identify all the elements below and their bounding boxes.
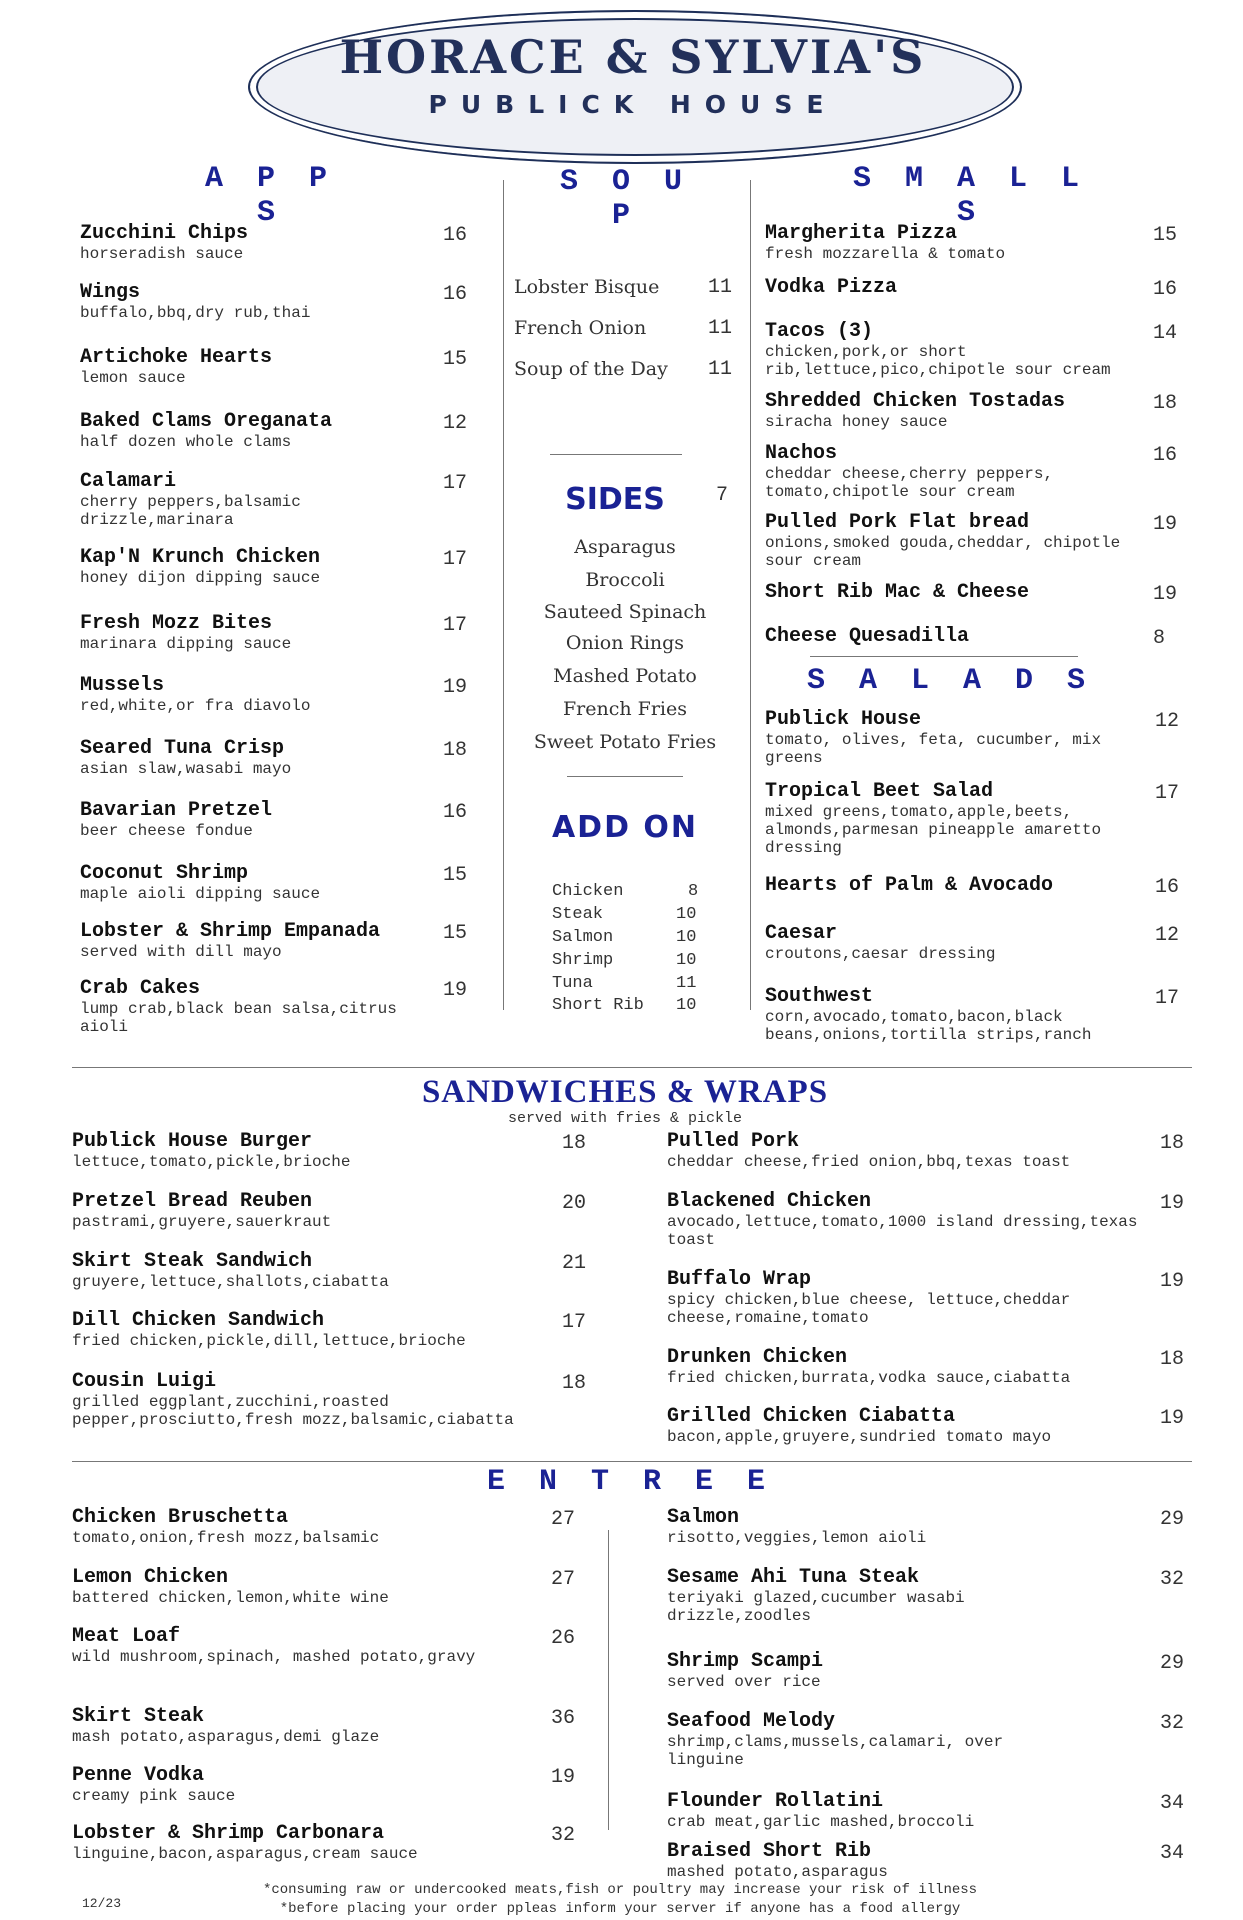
item-price: 17 — [1155, 782, 1180, 805]
item-price: 21 — [562, 1252, 587, 1275]
item-price: 15 — [443, 864, 468, 887]
item-description: avocado,lettuce,tomato,1000 island dressing,texas toast — [667, 1213, 1138, 1249]
entree-item — [667, 1790, 1047, 1831]
item-price: 17 — [443, 548, 468, 571]
item-price: 17 — [562, 1311, 587, 1334]
item-price: 19 — [443, 979, 468, 1002]
footer-note-raw: *consuming raw or undercooked meats,fish or poultry may increase your risk of illness — [262, 1882, 978, 1898]
item-description: spicy chicken,blue cheese, lettuce,cheddar cheese,romaine,tomato — [667, 1291, 1071, 1327]
item-description: fried chicken,burrata,vodka sauce,ciabatta — [667, 1369, 1071, 1387]
item-description: cherry peppers,balsamic drizzle,marinara — [80, 493, 301, 529]
item-name: Braised Short Rib — [667, 1840, 872, 1863]
apps-title: A P P S — [204, 162, 335, 230]
item-description: crab meat,garlic mashed,broccoli — [667, 1813, 975, 1831]
item-price: 19 — [1153, 583, 1178, 606]
item-name: Nachos — [765, 442, 838, 465]
item-name: Sesame Ahi Tuna Steak — [667, 1566, 920, 1589]
sandwich-item — [72, 1130, 542, 1171]
salad-item — [765, 874, 1053, 897]
app-item — [80, 546, 420, 587]
entree-item — [667, 1840, 1047, 1881]
divider — [503, 180, 504, 1010]
salad-item — [765, 922, 1135, 963]
sandwiches-subtitle: served with fries & pickle — [507, 1110, 743, 1127]
item-description: cheddar cheese,fried onion,bbq,texas toast — [667, 1153, 1071, 1171]
item-description: siracha honey sauce — [765, 413, 948, 431]
sides-price: 7 — [716, 484, 729, 507]
item-price: 18 — [1160, 1348, 1185, 1371]
item-description: lump crab,black bean salsa,citrus aioli — [80, 1000, 397, 1036]
item-name: Vodka Pizza — [765, 276, 898, 299]
item-description: served over rice — [667, 1673, 821, 1691]
addon-item: Tuna — [552, 974, 593, 993]
sandwich-item — [72, 1190, 542, 1231]
item-name: Artichoke Hearts — [80, 346, 273, 369]
item-price: 19 — [443, 676, 468, 699]
entree-item — [667, 1650, 1047, 1691]
item-description: mash potato,asparagus,demi glaze — [72, 1728, 380, 1746]
addon-price: 10 — [676, 928, 697, 947]
soup-price: 11 — [708, 317, 733, 340]
item-price: 17 — [443, 472, 468, 495]
item-description: red,white,or fra diavolo — [80, 697, 311, 715]
item-name: Mussels — [80, 674, 165, 697]
entree-item — [72, 1506, 532, 1547]
item-name: Hearts of Palm & Avocado — [765, 874, 1054, 897]
side-item: Asparagus — [574, 536, 676, 558]
item-price: 17 — [443, 614, 468, 637]
addon-item: Steak — [552, 905, 604, 924]
item-name: Zucchini Chips — [80, 222, 249, 245]
item-name: Buffalo Wrap — [667, 1268, 812, 1291]
item-name: Salmon — [667, 1506, 740, 1529]
sandwich-item — [667, 1190, 1147, 1249]
divider — [72, 1067, 1192, 1068]
divider — [72, 1461, 1192, 1462]
item-name: Cousin Luigi — [72, 1370, 217, 1393]
item-name: Tacos (3) — [765, 320, 874, 343]
sandwich-item — [667, 1405, 1147, 1446]
item-description: honey dijon dipping sauce — [80, 569, 321, 587]
item-description: lettuce,tomato,pickle,brioche — [72, 1153, 351, 1171]
item-name: Bavarian Pretzel — [80, 799, 273, 822]
app-item — [80, 222, 420, 263]
item-description: bacon,apple,gruyere,sundried tomato mayo — [667, 1428, 1052, 1446]
addon-item: Chicken — [552, 882, 624, 901]
sandwich-item — [72, 1370, 542, 1429]
item-description: lemon sauce — [80, 369, 186, 387]
item-price: 18 — [443, 739, 468, 762]
item-name: Margherita Pizza — [765, 222, 958, 245]
item-description: wild mushroom,spinach, mashed potato,gravy — [72, 1648, 476, 1666]
item-price: 34 — [1160, 1792, 1185, 1815]
app-item — [80, 920, 420, 961]
side-item: French Fries — [562, 698, 687, 720]
addon-item: Shrimp — [552, 951, 614, 970]
logo-subtitle: PUBLICK HOUSE — [428, 90, 838, 119]
side-item: Onion Rings — [565, 632, 685, 654]
item-name: Chicken Bruschetta — [72, 1506, 289, 1529]
soup-title: S O U P — [559, 165, 690, 233]
smalls-title: S M A L L S — [852, 162, 1088, 230]
entree-title: E N T R E E — [486, 1465, 774, 1499]
addon-item: Salmon — [552, 928, 614, 947]
item-name: Coconut Shrimp — [80, 862, 249, 885]
app-item — [80, 470, 420, 529]
salad-item — [765, 780, 1135, 857]
small-item — [765, 581, 1029, 604]
item-name: Baked Clams Oreganata — [80, 410, 333, 433]
item-price: 18 — [1160, 1132, 1185, 1155]
item-price: 27 — [551, 1568, 576, 1591]
soup-item: Soup of the Day — [514, 358, 668, 380]
item-description: grilled eggplant,zucchini,roasted pepper,prosciutto,fresh mozz,balsamic,ciabatta — [72, 1393, 514, 1429]
sandwich-item — [72, 1250, 542, 1291]
entree-item — [667, 1506, 1047, 1547]
addon-price: 11 — [676, 974, 697, 993]
item-price: 16 — [1155, 876, 1180, 899]
small-item — [765, 276, 897, 299]
item-price: 27 — [551, 1508, 576, 1531]
item-name: Shredded Chicken Tostadas — [765, 390, 1066, 413]
item-description: chicken,pork,or short rib,lettuce,pico,chipotle sour cream — [765, 343, 1111, 379]
item-name: Pulled Pork Flat bread — [765, 511, 1030, 534]
item-description: risotto,veggies,lemon aioli — [667, 1529, 927, 1547]
item-price: 15 — [443, 348, 468, 371]
item-name: Shrimp Scampi — [667, 1650, 824, 1673]
item-description: marinara dipping sauce — [80, 635, 292, 653]
app-item — [80, 281, 420, 322]
side-item: Sauteed Spinach — [543, 601, 707, 623]
item-name: Calamari — [80, 470, 177, 493]
sides-title: SIDES — [565, 482, 665, 517]
small-item — [765, 511, 1125, 570]
item-name: Tropical Beet Salad — [765, 780, 994, 803]
item-description: fried chicken,pickle,dill,lettuce,brioche — [72, 1332, 466, 1350]
divider — [608, 1530, 609, 1830]
entree-item — [667, 1710, 1047, 1769]
item-description: cheddar cheese,cherry peppers, tomato,chipotle sour cream — [765, 465, 1054, 501]
item-price: 29 — [1160, 1652, 1185, 1675]
item-description: half dozen whole clams — [80, 433, 292, 451]
item-description: battered chicken,lemon,white wine — [72, 1589, 389, 1607]
logo-title: HORACE & SYLVIA'S — [339, 30, 927, 84]
addon-price: 8 — [688, 882, 699, 901]
item-name: Skirt Steak — [72, 1705, 205, 1728]
item-name: Lobster & Shrimp Carbonara — [72, 1822, 385, 1845]
item-name: Grilled Chicken Ciabatta — [667, 1405, 956, 1428]
item-name: Publick House Burger — [72, 1130, 313, 1153]
item-description: mixed greens,tomato,apple,beets, almonds,parmesan pineapple amaretto dressing — [765, 803, 1102, 857]
item-name: Caesar — [765, 922, 838, 945]
item-description: beer cheese fondue — [80, 822, 253, 840]
item-price: 18 — [562, 1132, 587, 1155]
item-name: Seafood Melody — [667, 1710, 836, 1733]
item-price: 12 — [1155, 924, 1180, 947]
app-item — [80, 737, 420, 778]
addon-item: Short Rib — [552, 996, 644, 1015]
item-description: asian slaw,wasabi mayo — [80, 760, 292, 778]
item-price: 16 — [1153, 278, 1178, 301]
side-item: Mashed Potato — [553, 665, 697, 687]
menu-date: 12/23 — [82, 1896, 122, 1911]
entree-item — [72, 1705, 532, 1746]
item-name: Crab Cakes — [80, 977, 201, 1000]
item-description: mashed potato,asparagus — [667, 1863, 888, 1881]
item-description: maple aioli dipping sauce — [80, 885, 321, 903]
small-item — [765, 222, 1125, 263]
addon-title: ADD ON — [551, 810, 699, 845]
item-price: 16 — [1153, 444, 1178, 467]
item-description: horseradish sauce — [80, 245, 244, 263]
item-price: 16 — [443, 801, 468, 824]
small-item — [765, 390, 1125, 431]
item-price: 32 — [1160, 1568, 1185, 1591]
app-item — [80, 410, 420, 451]
item-price: 16 — [443, 224, 468, 247]
app-item — [80, 674, 420, 715]
divider — [810, 656, 1078, 657]
item-name: Flounder Rollatini — [667, 1790, 884, 1813]
item-description: linguine,bacon,asparagus,cream sauce — [72, 1845, 418, 1863]
sandwich-item — [667, 1346, 1147, 1387]
item-price: 12 — [443, 412, 468, 435]
item-name: Pulled Pork — [667, 1130, 800, 1153]
entree-item — [72, 1566, 532, 1607]
footer-note-allergy: *before placing your order ppleas inform your server if anyone has a food allergy — [279, 1901, 961, 1917]
item-price: 17 — [1155, 987, 1180, 1010]
item-name: Skirt Steak Sandwich — [72, 1250, 313, 1273]
soup-price: 11 — [708, 276, 733, 299]
item-name: Wings — [80, 281, 141, 304]
item-description: gruyere,lettuce,shallots,ciabatta — [72, 1273, 389, 1291]
sandwich-item — [667, 1130, 1147, 1171]
item-name: Southwest — [765, 985, 874, 1008]
item-name: Penne Vodka — [72, 1764, 205, 1787]
app-item — [80, 346, 420, 387]
app-item — [80, 612, 420, 653]
item-price: 19 — [1153, 513, 1178, 536]
app-item — [80, 799, 420, 840]
item-name: Short Rib Mac & Cheese — [765, 581, 1030, 604]
small-item — [765, 320, 1125, 379]
item-price: 19 — [1160, 1192, 1185, 1215]
side-item: Sweet Potato Fries — [533, 731, 717, 753]
item-description: tomato, olives, feta, cucumber, mix greens — [765, 731, 1102, 767]
side-item: Broccoli — [585, 569, 665, 591]
item-price: 8 — [1153, 627, 1166, 650]
small-item — [765, 625, 969, 648]
divider — [550, 454, 682, 455]
item-price: 19 — [1160, 1407, 1185, 1430]
item-description: buffalo,bbq,dry rub,thai — [80, 304, 311, 322]
item-price: 12 — [1155, 710, 1180, 733]
item-description: onions,smoked gouda,cheddar, chipotle sour cream — [765, 534, 1121, 570]
addon-price: 10 — [676, 951, 697, 970]
divider — [567, 776, 683, 777]
salad-item — [765, 708, 1135, 767]
soup-item: Lobster Bisque — [514, 276, 660, 298]
addon-price: 10 — [676, 996, 697, 1015]
salad-item — [765, 985, 1135, 1044]
entree-item — [72, 1625, 532, 1666]
addon-price: 10 — [676, 905, 697, 924]
item-name: Drunken Chicken — [667, 1346, 848, 1369]
item-price: 26 — [551, 1627, 576, 1650]
item-description: served with dill mayo — [80, 943, 282, 961]
item-name: Fresh Mozz Bites — [80, 612, 273, 635]
item-description: pastrami,gruyere,sauerkraut — [72, 1213, 332, 1231]
soup-price: 11 — [708, 358, 733, 381]
app-item — [80, 862, 420, 903]
item-name: Meat Loaf — [72, 1625, 181, 1648]
item-name: Blackened Chicken — [667, 1190, 872, 1213]
item-price: 19 — [551, 1766, 576, 1789]
item-price: 18 — [562, 1372, 587, 1395]
entree-item — [667, 1566, 1047, 1625]
item-price: 32 — [1160, 1712, 1185, 1735]
item-name: Lobster & Shrimp Empanada — [80, 920, 381, 943]
item-name: Lemon Chicken — [72, 1566, 229, 1589]
sandwich-item — [667, 1268, 1147, 1327]
item-description: teriyaki glazed,cucumber wasabi drizzle,zoodles — [667, 1589, 965, 1625]
item-price: 15 — [443, 922, 468, 945]
entree-item — [72, 1764, 532, 1805]
item-name: Seared Tuna Crisp — [80, 737, 285, 760]
item-price: 20 — [562, 1192, 587, 1215]
item-description: croutons,caesar dressing — [765, 945, 996, 963]
app-item — [80, 977, 420, 1036]
salads-title: S A L A D S — [806, 664, 1094, 698]
item-price: 16 — [443, 283, 468, 306]
item-name: Pretzel Bread Reuben — [72, 1190, 313, 1213]
item-description: fresh mozzarella & tomato — [765, 245, 1006, 263]
item-price: 32 — [551, 1824, 576, 1847]
item-price: 34 — [1160, 1842, 1185, 1865]
divider — [750, 180, 751, 1010]
small-item — [765, 442, 1125, 501]
item-price: 36 — [551, 1707, 576, 1730]
item-name: Publick House — [765, 708, 922, 731]
item-name: Kap'N Krunch Chicken — [80, 546, 321, 569]
entree-item — [72, 1822, 532, 1863]
item-description: tomato,onion,fresh mozz,balsamic — [72, 1529, 380, 1547]
sandwich-item — [72, 1309, 542, 1350]
item-description: corn,avocado,tomato,bacon,black beans,onions,tortilla strips,ranch — [765, 1008, 1092, 1044]
item-price: 29 — [1160, 1508, 1185, 1531]
soup-item: French Onion — [514, 317, 647, 339]
item-name: Dill Chicken Sandwich — [72, 1309, 325, 1332]
item-price: 14 — [1153, 322, 1178, 345]
item-name: Cheese Quesadilla — [765, 625, 970, 648]
item-price: 18 — [1153, 392, 1178, 415]
item-description: shrimp,clams,mussels,calamari, over linguine — [667, 1733, 1004, 1769]
item-price: 15 — [1153, 224, 1178, 247]
item-description: creamy pink sauce — [72, 1787, 236, 1805]
sandwiches-title: SANDWICHES & WRAPS — [421, 1074, 829, 1110]
item-price: 19 — [1160, 1270, 1185, 1293]
